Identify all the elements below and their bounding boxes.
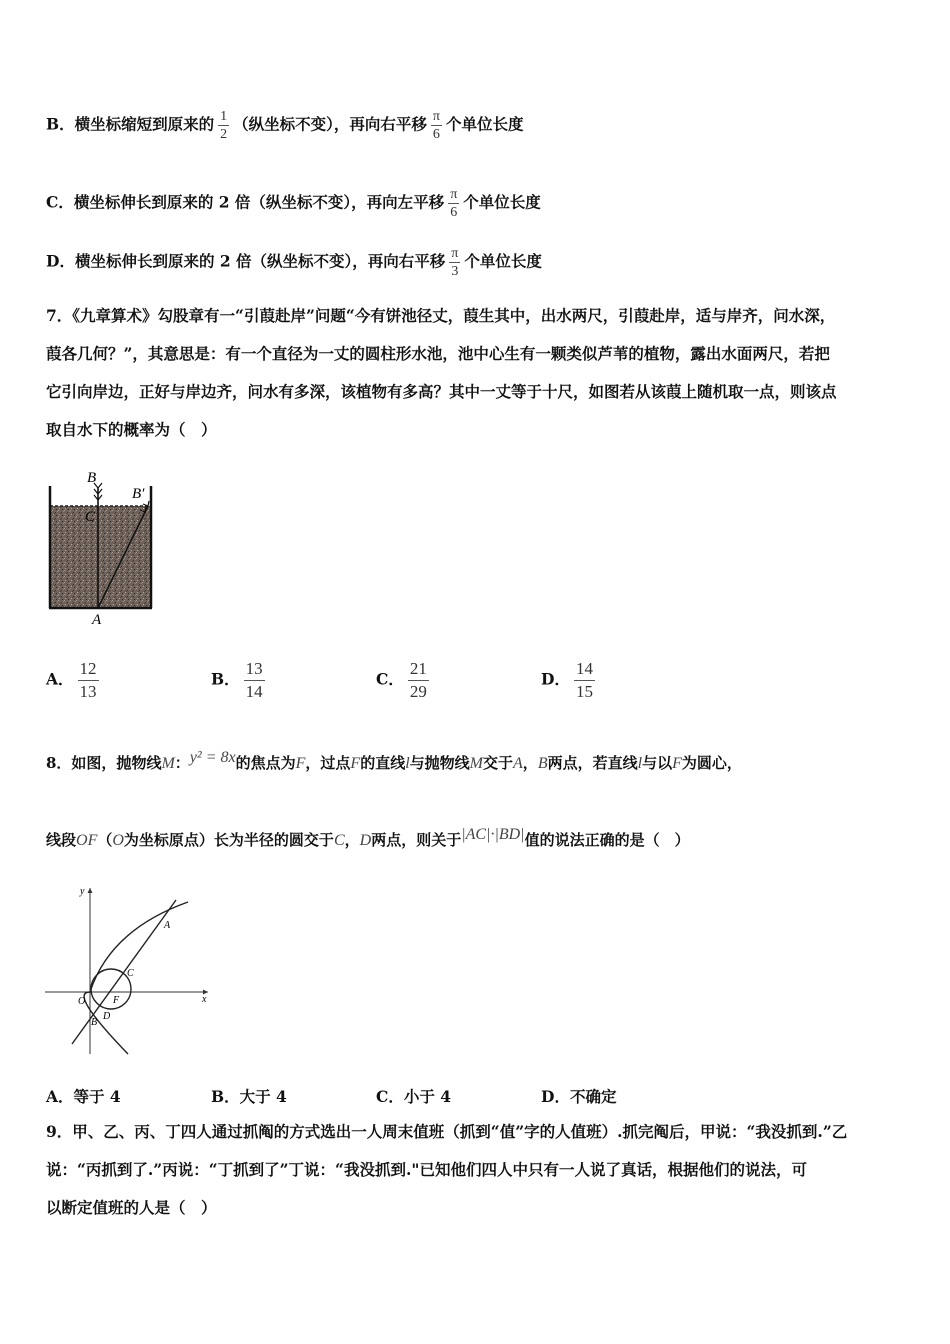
water-region	[50, 506, 151, 608]
q7-line-4: 取自水下的概率为（ ）	[46, 420, 217, 439]
q6-d-frac-den: 3	[451, 264, 459, 279]
q7-a-letter: A．	[46, 669, 74, 689]
q6-b-text2: （纵坐标不变），再向右平移	[233, 114, 427, 134]
fig-label-o: O	[78, 996, 86, 1007]
q8-c-letter: C．	[376, 1087, 404, 1106]
q8-a-letter: A．	[46, 1087, 74, 1106]
q8-text-c: 的焦点为	[235, 754, 296, 772]
q8-text-2f: 值的说法正确的是（ ）	[524, 831, 690, 849]
q7-b-num: 13	[244, 658, 265, 681]
q6-b-frac2-den: 6	[432, 127, 440, 142]
fig-label-a: A	[164, 920, 171, 931]
q8-c-text: 小于 4	[403, 1087, 452, 1106]
y-arrow-icon	[88, 888, 93, 893]
q7-c-num: 21	[408, 658, 429, 681]
parabola-curve	[84, 902, 188, 1054]
q8-option-b	[211, 1085, 287, 1107]
q7-c-frac	[408, 658, 429, 703]
q6-d-frac	[449, 245, 460, 280]
q8-text-2d: ，	[344, 831, 360, 849]
fig-label-x: x	[202, 994, 207, 1005]
q8-m: M	[161, 755, 175, 772]
q7-line-1: 7．《九章算术》勾股章有一“引葭赴岸”问题“今有饼池径丈，葭生其中，出水两尺，引葭赴岸，适与岸齐，问水深，	[46, 306, 836, 325]
q8-text-d: ，过点	[305, 754, 351, 772]
q8-b-letter: B．	[211, 1087, 240, 1106]
q8-text-g: 交于	[483, 754, 514, 772]
q7-b-letter: B．	[211, 669, 240, 689]
q6-d-frac-num: π	[451, 246, 459, 261]
q6-d-letter: D．	[46, 251, 75, 271]
q8-f2: F	[350, 755, 361, 772]
q6-c-text1: 横坐标伸长到原来的 2 倍（纵坐标不变），再向左平移	[73, 192, 445, 212]
q9-line-1: 9．甲、乙、丙、丁四人通过抓阄的方式选出一人周末值班（抓到“值”字的人值班）.抓完阄后，甲说：“我没抓到.”乙	[46, 1122, 848, 1141]
q8-line-2	[46, 826, 690, 850]
fig-label-y: y	[80, 886, 85, 897]
fig-label-c: C	[127, 968, 134, 979]
q7-a-num: 12	[78, 658, 99, 681]
q9-line-3: 以断定值班的人是（ ）	[46, 1198, 217, 1217]
q7-option-c	[376, 658, 433, 703]
q8-text-f: 与抛物线	[409, 754, 470, 772]
label-c: C	[85, 509, 96, 525]
q8-parabola-figure	[40, 882, 220, 1057]
q6-c-frac-num: π	[450, 187, 458, 202]
q7-b-frac	[244, 658, 265, 703]
q8-d-letter: D．	[541, 1087, 570, 1106]
q6-d-text1: 横坐标伸长到原来的 2 倍（纵坐标不变），再向右平移	[74, 251, 446, 271]
q6-b-text1: 横坐标缩短到原来的	[74, 114, 215, 134]
fig-label-b: B	[91, 1017, 98, 1028]
q6-d-text2: 个单位长度	[464, 251, 542, 271]
q7-d-num: 14	[574, 658, 595, 681]
q8-text-k: 为圆心，	[681, 754, 742, 772]
fig-label-f: F	[113, 995, 120, 1006]
q6-b-frac1-num: 1	[220, 109, 228, 124]
q6-b-frac2	[431, 108, 442, 143]
q8-text-2b: （	[97, 831, 113, 849]
q8-text-h: ，	[522, 754, 538, 772]
q8-a-text: 等于 4	[73, 1087, 121, 1106]
label-b-prime: B′	[132, 486, 145, 502]
q7-b-den: 14	[245, 682, 263, 701]
q8-option-d	[541, 1085, 616, 1107]
label-b: B	[87, 470, 97, 486]
q8-equation: y² = 8x	[189, 749, 236, 766]
q6-b-text3: 个单位长度	[445, 114, 524, 134]
q7-d-den: 15	[575, 682, 593, 701]
q8-b-text: 大于 4	[239, 1087, 287, 1106]
fig-label-d: D	[103, 1011, 111, 1022]
q7-d-letter: D．	[541, 669, 570, 689]
q8-expression: |AC|·|BD|	[461, 826, 525, 843]
q8-text-j: 与以	[642, 754, 673, 772]
q8-a: A	[513, 755, 523, 772]
q7-option-a	[46, 658, 103, 703]
q8-of: OF	[76, 832, 98, 849]
q8-option-c	[376, 1085, 451, 1107]
q7-option-d	[541, 658, 599, 703]
q8-text-2c: 为坐标原点）长为半径的圆交于	[123, 831, 334, 849]
q8-b: B	[537, 755, 548, 772]
q7-d-frac	[574, 658, 595, 703]
q6-c-text2: 个单位长度	[463, 192, 541, 212]
q8-m2: M	[469, 755, 483, 772]
q8-c: C	[333, 832, 345, 849]
q8-text-e: 的直线	[360, 754, 406, 772]
q7-line-2: 葭各几何？”，其意思是：有一个直径为一丈的圆柱形水池，池中心生有一颗类似芦苇的植物，露出水面两尺，若把	[46, 344, 830, 363]
q7-line-3: 它引向岸边，正好与岸边齐，问水有多深，该植物有多高？其中一丈等于十尺，如图若从该葭上随机取一点，则该点	[46, 382, 837, 401]
q6-b-frac2-num: π	[432, 109, 440, 124]
q8-f3: F	[672, 755, 682, 772]
q8-text-2a: 线段	[46, 831, 77, 849]
q6-option-b	[46, 108, 523, 143]
line-l	[72, 900, 176, 1044]
q7-c-den: 29	[409, 682, 427, 701]
q8-text-a: 8．如图，抛物线	[46, 754, 162, 772]
q7-a-den: 13	[79, 682, 97, 701]
q8-o: O	[112, 832, 124, 849]
q8-text-i: 两点，若直线	[547, 754, 638, 772]
q8-text-2e: 两点，则关于	[371, 831, 462, 849]
q7-c-letter: C．	[376, 669, 404, 689]
q8-l1: l	[405, 755, 410, 772]
q6-c-frac-den: 6	[450, 205, 458, 220]
q6-option-d	[46, 245, 542, 280]
q8-line-1	[46, 749, 742, 773]
q6-b-frac1	[218, 108, 229, 143]
q6-c-letter: C．	[46, 192, 74, 212]
q8-l2: l	[637, 755, 643, 772]
q9-line-2: 说：“丙抓到了.”丙说：“丁抓到了”丁说：“我没抓到."已知他们四人中只有一人说了真话，根据他们的说法，可	[46, 1160, 807, 1179]
q8-text-b: ：	[174, 754, 190, 772]
q8-f1: F	[295, 755, 306, 772]
label-a: A	[92, 612, 102, 628]
q7-pond-figure	[40, 462, 170, 632]
q6-c-frac	[448, 186, 459, 221]
q6-option-c	[46, 186, 541, 221]
q6-b-letter: B．	[46, 114, 75, 134]
q8-option-a	[46, 1085, 121, 1107]
q8-d: D	[359, 832, 372, 849]
q8-d-text: 不确定	[569, 1087, 617, 1106]
q7-option-b	[211, 658, 269, 703]
q6-b-frac1-den: 2	[220, 127, 228, 142]
q7-a-frac	[78, 658, 99, 703]
